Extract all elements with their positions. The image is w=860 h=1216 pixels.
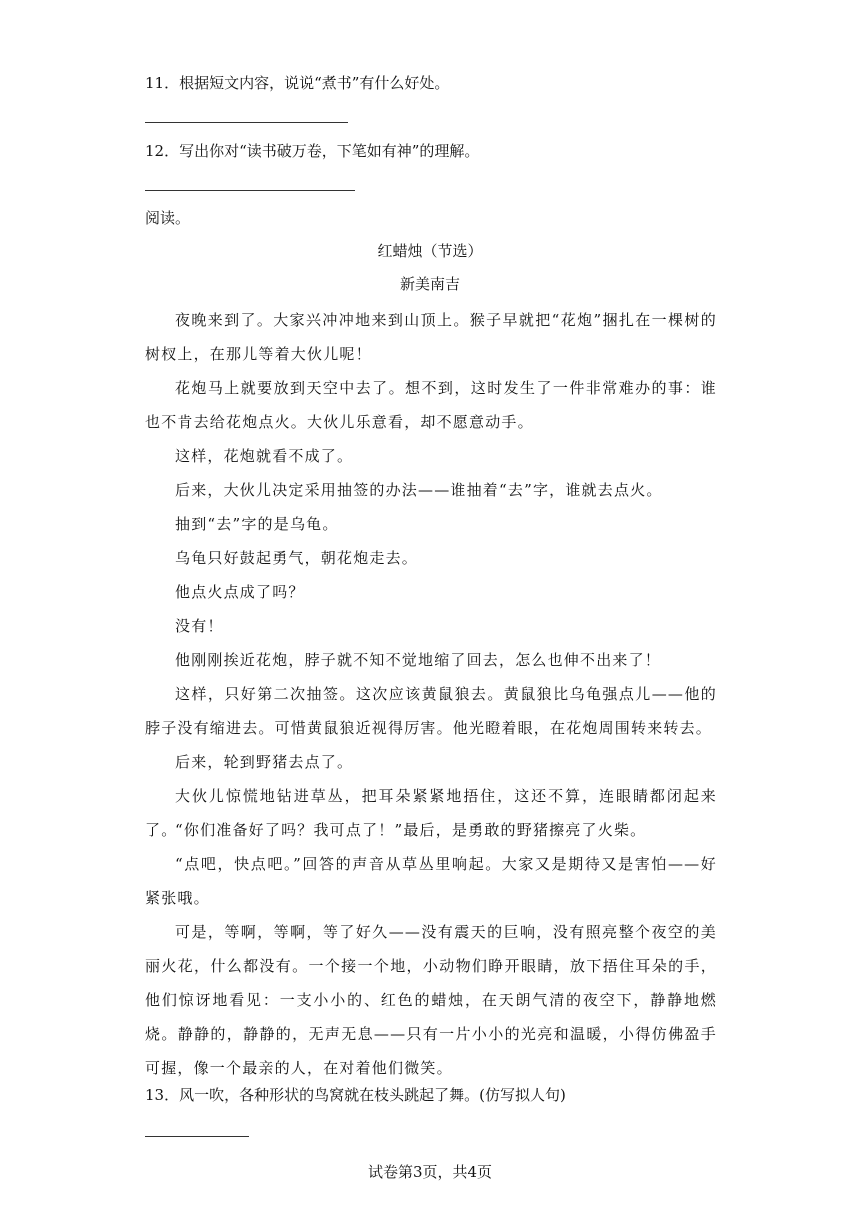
- answer-line-13[interactable]: [145, 1136, 249, 1137]
- passage-paragraph: 大伙儿惊慌地钻进草丛，把耳朵紧紧地捂住，这还不算，连眼睛都闭起来了。: [145, 787, 717, 839]
- answer-line-11[interactable]: [145, 122, 348, 123]
- passage-author: 新美南吉: [399, 275, 460, 293]
- passage-paragraph: 后来，轮到野猪去点了。: [175, 753, 354, 771]
- passage-paragraph: 后来，大伙儿决定采用抽签的办法——谁抽着“去”字，谁就去点火。: [175, 481, 663, 499]
- reading-label: 阅读。: [145, 209, 191, 227]
- answer-line-12[interactable]: [145, 190, 355, 191]
- passage-paragraph: 抽到“去”字的是乌龟。: [175, 515, 339, 533]
- passage-paragraph: 他点火点成了吗？: [175, 583, 305, 601]
- passage-paragraph: 可是，等啊，等啊，等了好久——没有震天的巨响，没有照亮整个夜空的美丽火花，什么都没有。一个接一个地，小动物们睁开眼睛，放下捂住耳朵的手，他们惊讶地看见：一支小小的、红色的蜡烛，在天朗气清的夜空下，静静地燃烧。静静的，静静的，无声无息——只有一片小小的光亮和温暖，小得仿佛盈手可握，像一个最亲的人，在对着他们微笑。: [145, 923, 717, 1077]
- passage-paragraph: “你们准备好了吗？我可点了！”最后，是勇敢的野猪擦亮了火柴。: [175, 821, 647, 839]
- passage-paragraph: 没有！: [175, 617, 224, 635]
- page-footer: 试卷第3页，共4页: [367, 1163, 493, 1181]
- passage-title: 红蜡烛（节选）: [377, 242, 483, 260]
- passage-paragraph: 这样，只好第二次抽签。这次应该黄鼠狼去。黄鼠狼比乌龟强点儿——他的脖子没有缩进去。可惜黄鼠狼近视得厉害。他光瞪着眼，在花炮周围转来转去。: [145, 685, 717, 737]
- passage-paragraph: 夜晚来到了。大家兴冲冲地来到山顶上。猴子早就把“花炮”捆扎在一棵树的树杈上，在那儿等着大伙儿呢！: [145, 311, 717, 363]
- passage-paragraph: 花炮马上就要放到天空中去了。想不到，这时发生了一件非常难办的事：谁也不肯去给花炮点火。大伙儿乐意看，却不愿意动手。: [145, 379, 717, 431]
- question-12: 12．写出你对“读书破万卷，下笔如有神”的理解。: [145, 142, 480, 160]
- question-11: 11．根据短文内容，说说“煮书”有什么好处。: [145, 74, 450, 92]
- passage-paragraph: 乌龟只好鼓起勇气，朝花炮走去。: [175, 549, 419, 567]
- passage-paragraph: “点吧，快点吧。”回答的声音从草丛里响起。大家又是期待又是害怕——好紧张哦。: [145, 855, 717, 907]
- passage-paragraph: 这样，花炮就看不成了。: [175, 447, 354, 465]
- question-13: 13．风一吹，各种形状的鸟窝就在枝头跳起了舞。(仿写拟人句): [145, 1086, 566, 1104]
- passage-paragraph: 他刚刚挨近花炮，脖子就不知不觉地缩了回去，怎么也伸不出来了！: [175, 651, 662, 669]
